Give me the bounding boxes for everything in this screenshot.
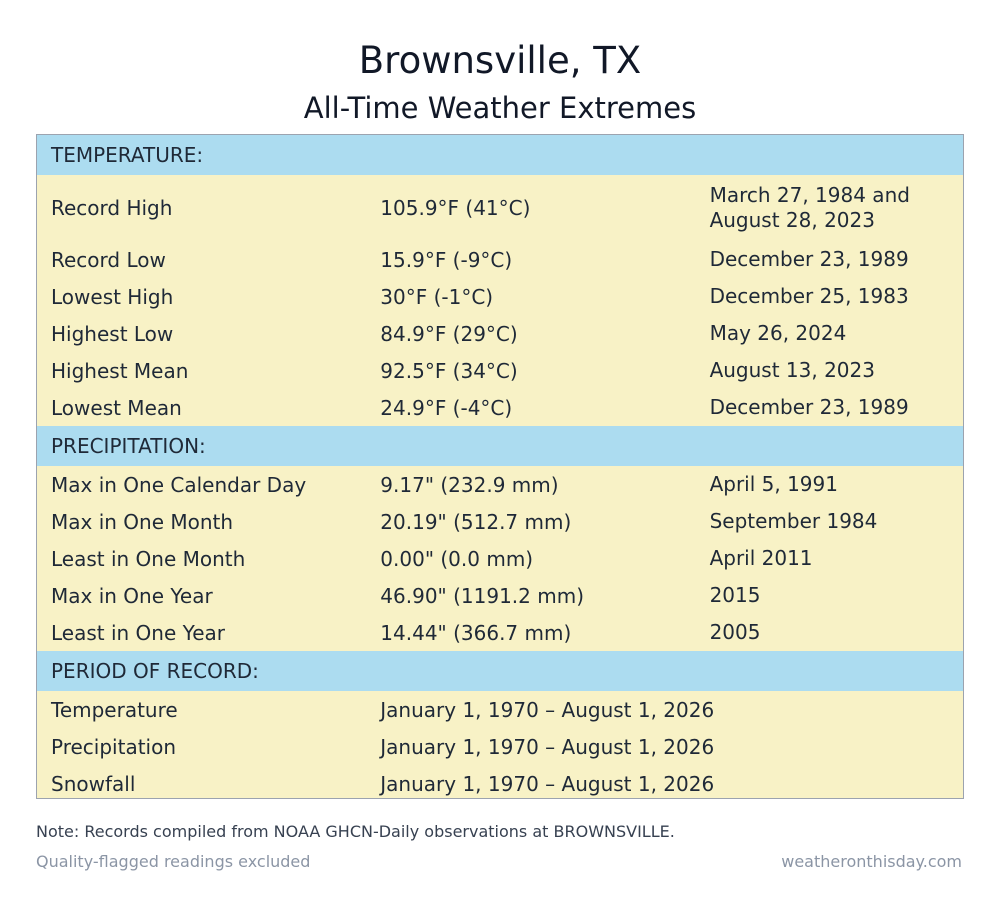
extremes-table	[36, 134, 964, 799]
row-label: Snowfall	[51, 771, 136, 796]
page-subtitle: All-Time Weather Extremes	[303, 91, 697, 125]
row-date: December 23, 1989	[709, 247, 909, 271]
row-value: January 1, 1970 – August 1, 2026	[380, 734, 715, 759]
section-heading-precipitation: PRECIPITATION:	[37, 426, 963, 466]
table-row	[37, 691, 963, 728]
table-row	[37, 352, 963, 389]
row-label: Highest Low	[51, 321, 174, 346]
footer-note: Note: Records compiled from NOAA GHCN-Daily observations at BROWNSVILLE.	[36, 822, 675, 841]
row-date: March 27, 1984 and August 28, 2023	[709, 183, 910, 232]
row-label: Max in One Calendar Day	[51, 472, 307, 497]
row-value: 14.44" (366.7 mm)	[380, 620, 572, 645]
row-label: Lowest Mean	[51, 395, 182, 420]
footer-qualifier: Quality-flagged readings excluded	[36, 852, 311, 871]
row-value: 9.17" (232.9 mm)	[380, 472, 559, 497]
footer-source: weatheronthisday.com	[781, 852, 962, 871]
row-date: December 23, 1989	[709, 395, 909, 419]
row-label: Least in One Month	[51, 546, 246, 571]
row-value: 46.90" (1191.2 mm)	[380, 583, 585, 608]
row-label: Least in One Year	[51, 620, 225, 645]
row-label: Precipitation	[51, 734, 177, 759]
table-row	[37, 577, 963, 614]
row-value: 15.9°F (-9°C)	[380, 247, 513, 272]
table-row	[37, 278, 963, 315]
row-date: August 13, 2023	[709, 358, 875, 382]
table-row	[37, 540, 963, 577]
row-date: 2015	[709, 583, 761, 607]
row-value: 20.19" (512.7 mm)	[380, 509, 572, 534]
row-value: 92.5°F (34°C)	[380, 358, 518, 383]
row-label: Record High	[51, 196, 173, 220]
row-date: 2005	[709, 620, 761, 644]
table-row	[37, 315, 963, 352]
row-value: 105.9°F (41°C)	[380, 196, 531, 220]
page-title: Brownsville, TX	[358, 39, 642, 82]
table-row	[37, 728, 963, 765]
row-value: January 1, 1970 – August 1, 2026	[380, 771, 715, 796]
row-date: December 25, 1983	[709, 284, 909, 308]
row-label: Record Low	[51, 247, 166, 272]
row-value: 84.9°F (29°C)	[380, 321, 518, 346]
row-value: 30°F (-1°C)	[380, 284, 494, 309]
row-date: April 5, 1991	[709, 472, 838, 496]
table-row	[37, 765, 963, 799]
table-row	[37, 175, 963, 241]
section-heading-temperature: TEMPERATURE:	[37, 135, 963, 175]
row-date: April 2011	[709, 546, 813, 570]
row-date: May 26, 2024	[709, 321, 847, 345]
table-row	[37, 241, 963, 278]
row-label: Temperature	[51, 697, 178, 722]
table-row	[37, 466, 963, 503]
row-date: September 1984	[709, 509, 878, 533]
row-label: Highest Mean	[51, 358, 189, 383]
table-row	[37, 389, 963, 426]
row-label: Max in One Month	[51, 509, 234, 534]
table-row	[37, 503, 963, 540]
row-label: Lowest High	[51, 284, 174, 309]
row-value: 24.9°F (-4°C)	[380, 395, 513, 420]
row-value: 0.00" (0.0 mm)	[380, 546, 534, 571]
row-value: January 1, 1970 – August 1, 2026	[380, 697, 715, 722]
section-heading-period-of-record: PERIOD OF RECORD:	[37, 651, 963, 691]
row-label: Max in One Year	[51, 583, 213, 608]
table-row	[37, 614, 963, 651]
